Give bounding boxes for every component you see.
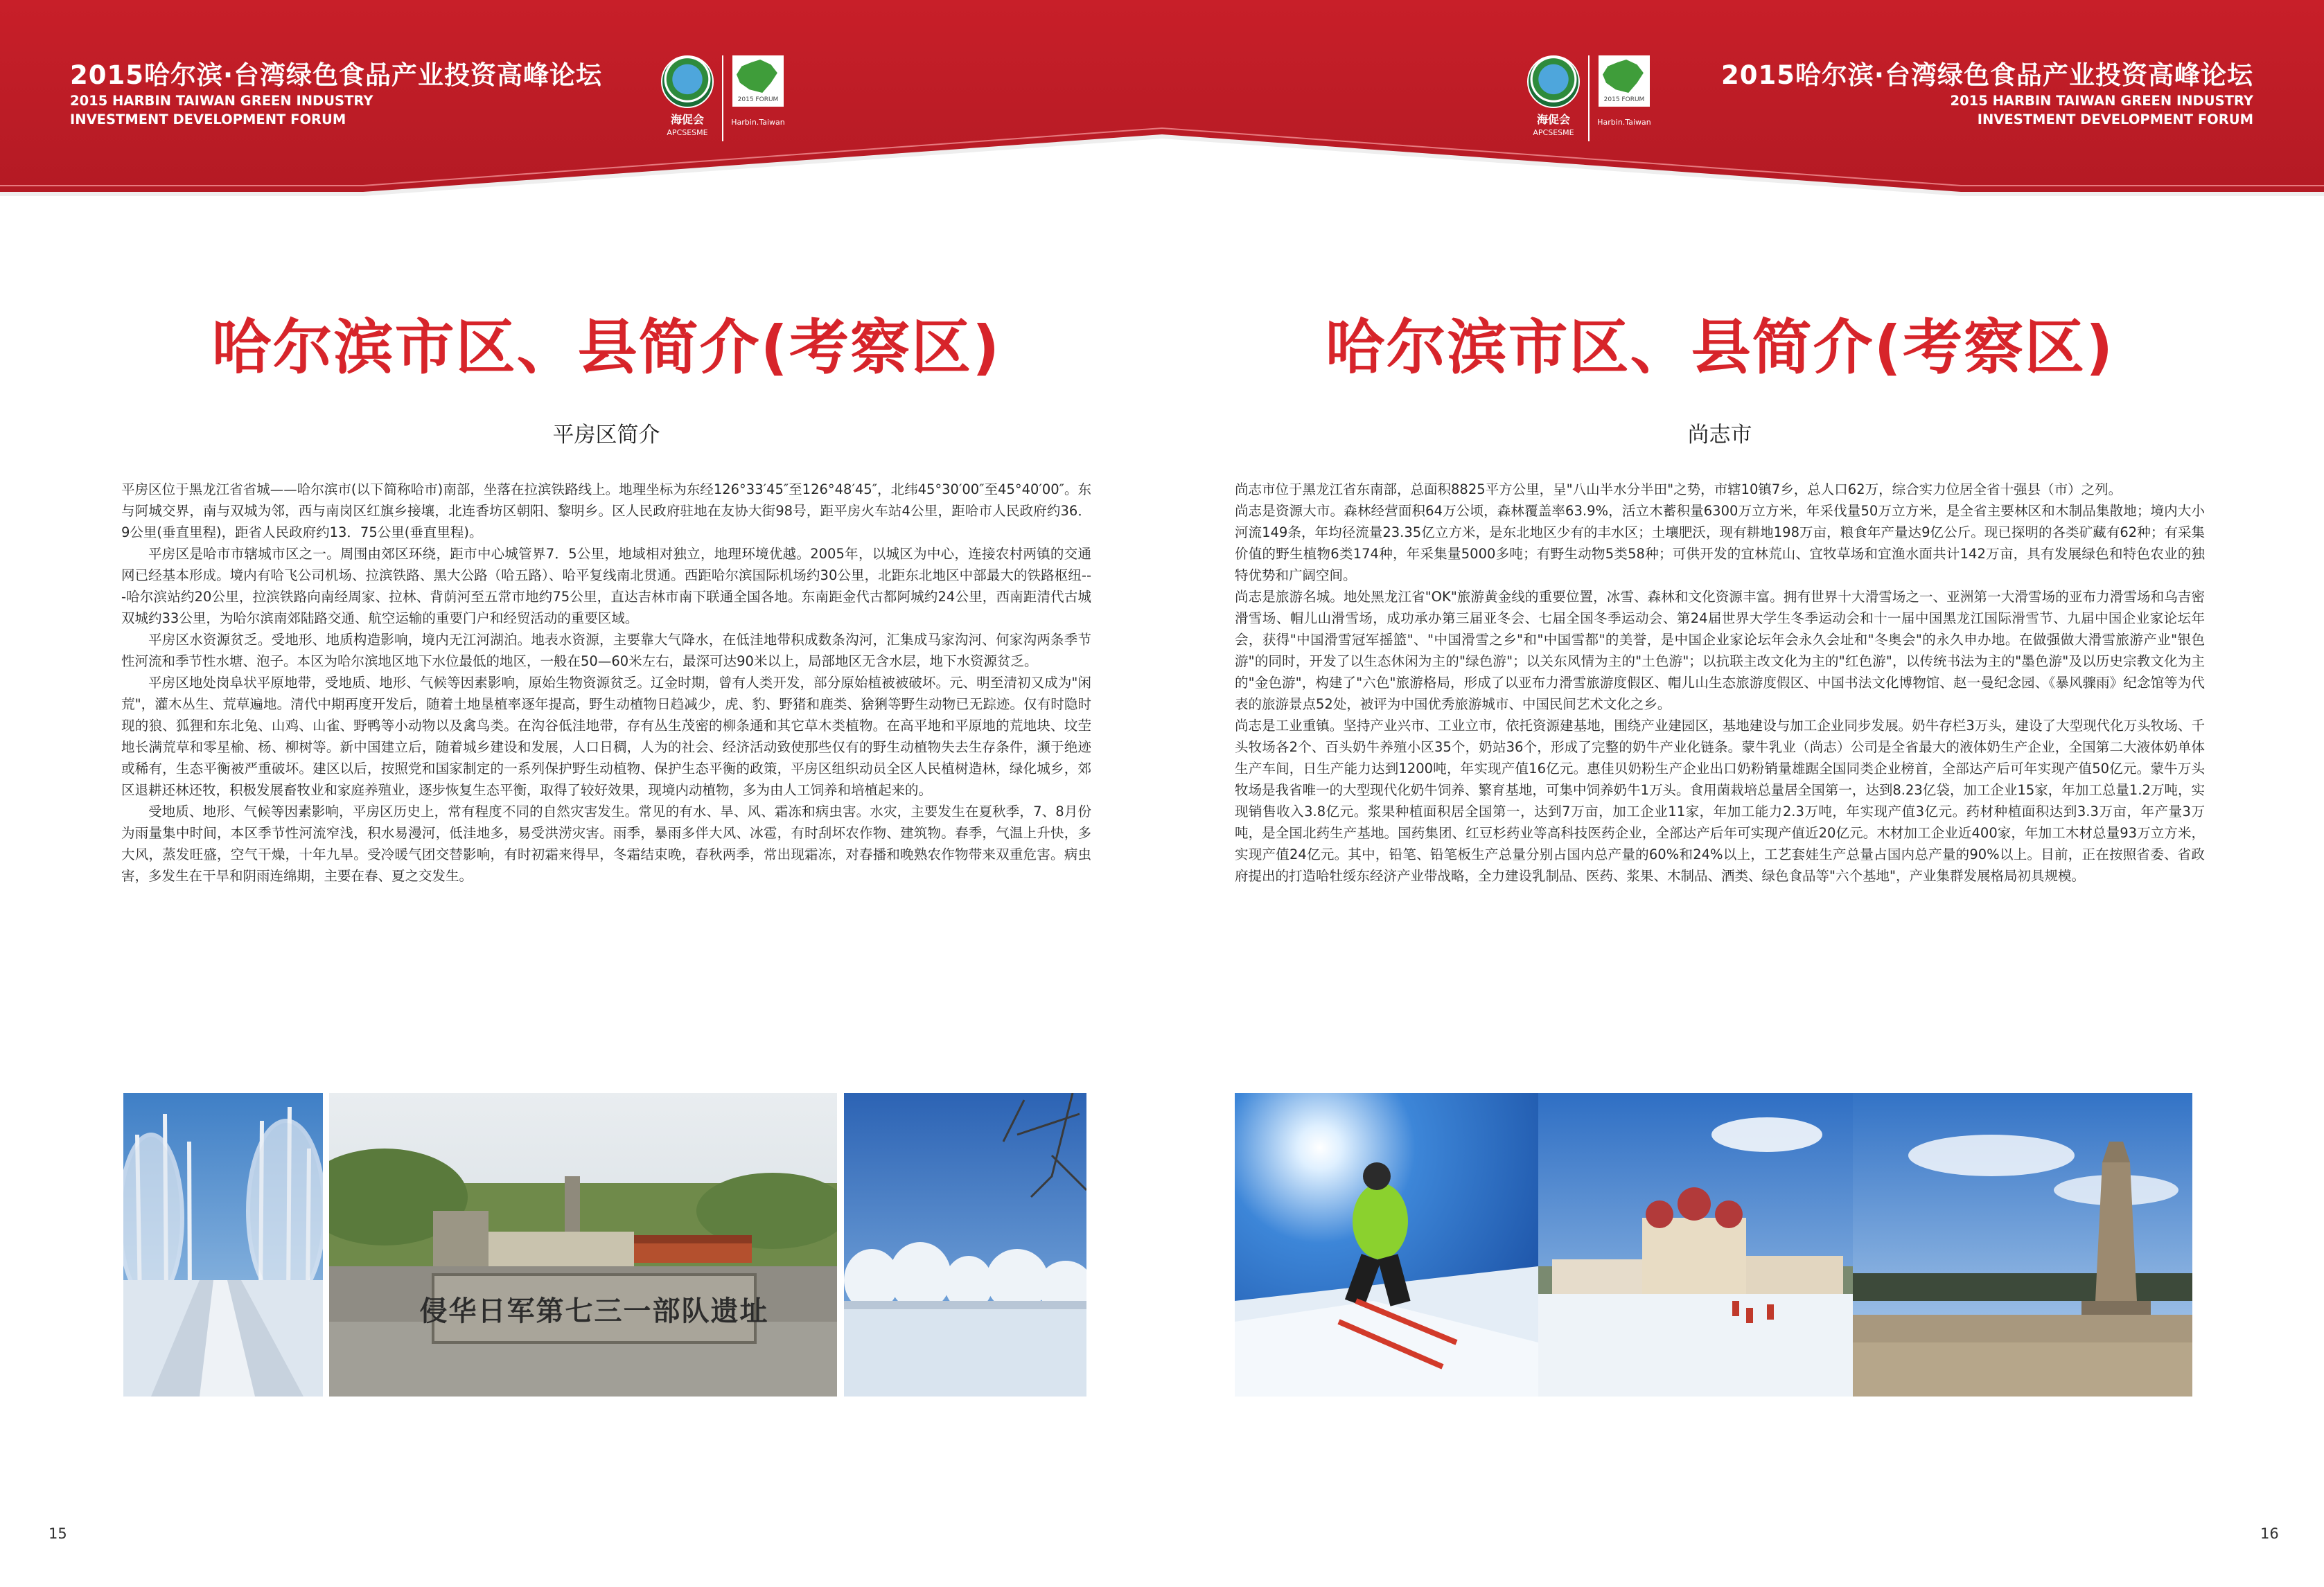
paragraph: 尚志是资源大市。森林经营面积64万公顷，森林覆盖率63.9%，活立木蓄积量6300万立方米，年采伐量50万立方米，是全省主要林区和木制品集散地；境内大小河流149条，年均径流量23.35亿立方米，是东北地区少有的丰水区；土壤肥沃，现有耕地198万亩，粮食年产量达9亿公斤。现已探明的各类矿藏有62种；有采集价值的野生植物6类174种，年采集量5000多吨；有野生动物5类58种；可供开发的宜林荒山、宜牧草场和宜渔水面共计142万亩，具有发展绿色和特色农业的独特优势和广阔空间。 xyxy=(1235,503,2205,583)
header-title-en-line1: 2015 HARBIN TAIWAN GREEN INDUSTRY xyxy=(70,93,373,109)
page-number: 16 xyxy=(2260,1525,2279,1542)
photo-snowy-birch-road xyxy=(123,1093,323,1397)
left-page xyxy=(121,201,1091,887)
logo-divider xyxy=(1588,55,1590,141)
forum-logo xyxy=(729,54,787,143)
forum-map-icon xyxy=(732,55,784,107)
header-left-title xyxy=(70,54,602,129)
memorial-sign-text: 侵华日军第七三一部队遗址 xyxy=(419,1294,769,1327)
header-title-cn: 2015哈尔滨·台湾绿色食品产业投资高峰论坛 xyxy=(1720,60,2253,90)
paragraph: 平房区位于黑龙江省省城——哈尔滨市(以下简称哈市)南部，坐落在拉滨铁路线上。地理坐标为东经126°33′45″至126°48′45″，北纬45°30′00″至45°40′00″。东与阿城交界，南与双城为邻，西与南岗区红旗乡接壤，北连香坊区朝阳、黎明乡。区人民政府驻地在友协大街98号，距平房火车站4公里，距哈市人民政府约36．9公里(垂直里程)，距省人民政府约13．75公里(垂直里程)。 xyxy=(121,481,1091,540)
paragraph: 平房区是哈市市辖城市区之一。周围由郊区环绕，距市中心城管界7．5公里，地域相对独立，地理环境优越。2005年，以城区为中心，连接农村两镇的交通网已经基本形成。境内有哈飞公司机场、拉滨铁路、黑大公路（哈五路）、哈平复线南北贯通。西距哈尔滨国际机场约30公里，北距东北地区中部最大的铁路枢纽---哈尔滨站约20公里，拉滨铁路向南经周家、拉林、背荫河至五常市地约75公里，直达吉林市南下联通全国各地。东南距金代古都阿城约24公里，西南距清代古城双城约33公里，为哈尔滨南郊陆路交通、航空运输的重要门户和经贸活动的重要区域。 xyxy=(121,546,1091,626)
forum-logo xyxy=(1595,54,1653,143)
apcsesme-emblem-icon xyxy=(1527,55,1580,108)
apcsesme-logo-sub: APCSESME xyxy=(1533,128,1574,137)
forum-logo-year: 2015 FORUM xyxy=(1603,96,1645,103)
forum-logo-year: 2015 FORUM xyxy=(737,96,779,103)
logo-divider xyxy=(722,55,723,141)
header-title-en-line2: INVESTMENT DEVELOPMENT FORUM xyxy=(1977,112,2253,127)
body-text xyxy=(121,479,1091,887)
paragraph: 尚志是旅游名城。地处黑龙江省"OK"旅游黄金线的重要位置，冰雪、森林和文化资源丰富。拥有世界十大滑雪场之一、亚洲第一大滑雪场的亚布力滑雪场和乌吉密滑雪场、帽儿山滑雪场，成功承办第三届亚冬会、七届全国冬季运动会、第24届世界大学生冬季运动会和十一届中国黑龙江国际滑雪节、九届中国企业家论坛年会，获得"中国滑雪冠军摇篮"、"中国滑雪之乡"和"中国雪都"的美誉，是中国企业家论坛年会永久会址和"冬奥会"的永久申办地。在做强做大滑雪旅游产业"银色游"的同时，开发了以生态休闲为主的"绿色游"；以关东风情为主的"土色游"；以抗联主改文化为主的"红色游"，以传统书法为主的"墨色游"及以历史宗教文化为主的"金色游"，构建了"六色"旅游格局，形成了以亚布力滑雪旅游度假区、帽儿山生态旅游度假区、中国书法文化博物馆、赵一曼纪念园、《暴风骤雨》纪念馆等为代表的旅游景点52处，被评为中国优秀旅游城市、中国民间艺术文化之乡。 xyxy=(1235,589,2205,712)
photo-rime-trees xyxy=(844,1093,1086,1397)
apcsesme-logo-label: 海促会 xyxy=(1536,113,1570,126)
photo-monument xyxy=(1853,1093,2192,1397)
apcsesme-logo xyxy=(658,54,716,143)
paragraph: 平房区地处岗阜状平原地带，受地质、地形、气候等因素影响，原始生物资源贫乏。辽金时期，曾有人类开发，部分原始植被被破坏。元、明至清初又成为"闲荒"，灌木丛生、荒草遍地。清代中期再度开发后，随着土地垦植率逐年提高，野生动植物日趋减少，虎、豹、野猪和鹿类、猞猁等野生动物已无踪迹。仅有时隐时现的狼、狐狸和东北兔、山鸡、山雀、野鸭等小动物以及禽鸟类。在沟谷低洼地带，存有丛生茂密的柳条通和其它草木类植物。在高平地和平原地的荒地块、坟茔地长满荒草和零星榆、杨、柳树等。新中国建立后，随着城乡建设和发展，人口日稠，人为的社会、经济活动致使那些仅有的野生动植物失去生存条件，濒于绝迹或稀有，生态平衡被严重破坏。建区以后，按照党和国家制定的一系列保护野生动植物、保护生态平衡的政策，平房区组织动员全区人民植树造林，绿化城乡，郊区退耕还林还牧，积极发展畜牧业和家庭养殖业，逐步恢复生态平衡，取得了较好效果，现境内动植物，多为由人工饲养和培植起来的。 xyxy=(121,675,1091,798)
header-logos-right xyxy=(1524,54,1656,143)
header-title-cn: 2015哈尔滨·台湾绿色食品产业投资高峰论坛 xyxy=(70,60,603,90)
apcsesme-logo-label: 海促会 xyxy=(670,113,704,126)
body-text xyxy=(1235,479,2205,887)
apcsesme-logo-sub: APCSESME xyxy=(667,128,708,137)
section-subtitle: 尚志市 xyxy=(1687,423,1752,447)
paragraph: 尚志市位于黑龙江省东南部，总面积8825平方公里，呈"八山半水分半田"之势，市辖10镇7乡，总人口62万，综合实力位居全省十强县（市）之列。 xyxy=(1235,481,2122,497)
photo-ski-resort-hotel xyxy=(1538,1093,1853,1397)
header-logos-left xyxy=(658,54,790,143)
forum-logo-sub: Harbin.Taiwan xyxy=(1597,118,1651,127)
photo-unit-731-site xyxy=(329,1093,837,1397)
header-title-en-line1: 2015 HARBIN TAIWAN GREEN INDUSTRY xyxy=(1950,93,2253,109)
page-number: 15 xyxy=(49,1525,67,1542)
page-title: 哈尔滨市区、县简介(考察区) xyxy=(211,313,1001,382)
page-title: 哈尔滨市区、县简介(考察区) xyxy=(1325,313,2115,382)
paragraph: 尚志是工业重镇。坚持产业兴市、工业立市，依托资源建基地，围绕产业建园区，基地建设与加工企业同步发展。奶牛存栏3万头，建设了大型现代化万头牧场、千头牧场各2个、百头奶牛养殖小区35个，奶站36个，形成了完整的奶牛产业化链条。蒙牛乳业（尚志）公司是全省最大的液体奶生产企业，全国第二大液体奶单体生产车间，日生产能力达到1200吨，年实现产值16亿元。惠佳贝奶粉生产企业出口奶粉销量雄踞全国同类企业榜首，全部达产后可年实现产值50亿元。蒙牛万头牧场是我省唯一的大型现代化奶牛饲养、繁育基地，可集中饲养奶牛1万头。食用菌栽培总量居全国第一，达到8.23亿袋，加工企业15家，年加工总量1.2万吨，实现销售收入3.8亿元。浆果种植面积居全国第一，达到7万亩，加工企业11家，年加工能力2.3万吨，年实现产值3亿元。药材种植面积达到3.3万亩，年产量3万吨，是全国北药生产基地。国药集团、红豆杉药业等高科技医药企业，全部达产后年可实现产值近20亿元。木材加工企业近400家，年加工木材总量93万立方米，实现产值24亿元。其中，铅笔、铅笔板生产总量分别占国内总产量的60%和24%以上，工艺套娃生产总量占国内总产量的90%以上。目前，正在按照省委、省政府提出的打造哈牡绥东经济产业带战略，全力建设乳制品、医药、浆果、木制品、酒类、绿色食品等"六个基地"，产业集群发展格局初具规模。 xyxy=(1235,718,2205,884)
right-page xyxy=(1235,201,2205,887)
paragraph: 平房区水资源贫乏。受地形、地质构造影响，境内无江河湖泊。地表水资源，主要靠大气降水，在低洼地带积成数条沟河，汇集成马家沟河、何家沟两条季节性河流和季节性水塘、泡子。本区为哈尔滨地区地下水位最低的地区，一般在50—60米左右，最深可达90米以上，局部地区无含水层，地下水资源贫乏。 xyxy=(121,632,1091,669)
header-title-en-line2: INVESTMENT DEVELOPMENT FORUM xyxy=(70,112,346,127)
photo-skier xyxy=(1235,1093,1538,1397)
apcsesme-emblem-icon xyxy=(661,55,714,108)
forum-logo-sub: Harbin.Taiwan xyxy=(731,118,785,127)
header-right-title xyxy=(1721,54,2253,129)
forum-map-icon xyxy=(1599,55,1650,107)
section-subtitle: 平房区简介 xyxy=(552,423,660,447)
paragraph: 受地质、地形、气候等因素影响，平房区历史上，常有程度不同的自然灾害发生。常见的有水、旱、风、霜冻和病虫害。水灾，主要发生在夏秋季，7、8月份为雨量集中时间，本区季节性河流窄浅，积水易漫河，低洼地多，易受洪涝灾害。雨季，暴雨多伴大风、冰雹，有时刮坏农作物、建筑物。春季，气温上升快，多大风，蒸发旺盛，空气干燥，十年九旱。受冷暖气团交替影响，有时初霜来得早，冬霜结束晚，春秋两季，常出现霜冻，对春播和晚熟农作物带来双重危害。病虫害，多发生在干旱和阴雨连绵期，主要在春、夏之交发生。 xyxy=(121,804,1091,884)
apcsesme-logo xyxy=(1524,54,1583,143)
